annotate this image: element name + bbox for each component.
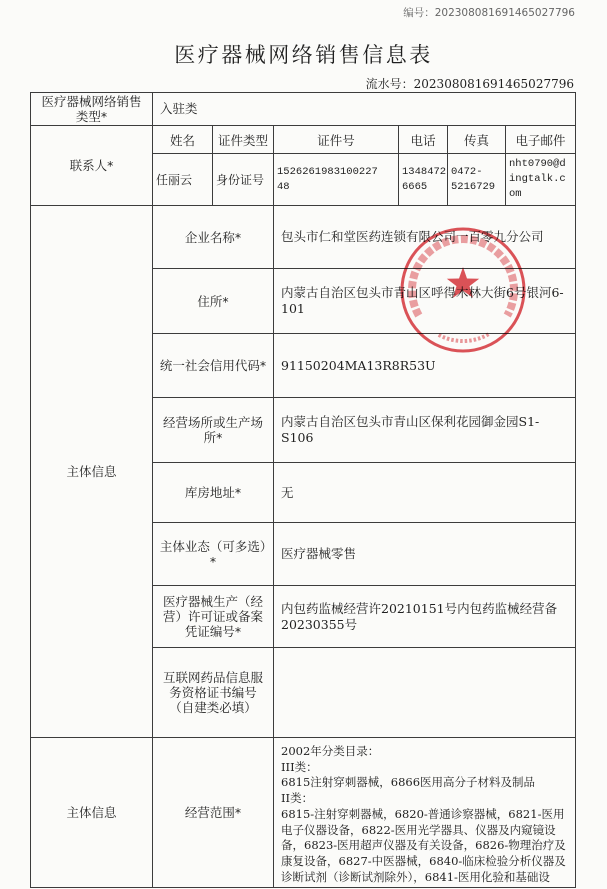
sales-type-label-cell bbox=[31, 93, 153, 126]
scope-line: 2002年分类目录： bbox=[281, 744, 380, 758]
business-scope-label-cell bbox=[153, 738, 274, 888]
residence-label: 住所* bbox=[197, 293, 229, 309]
business-premises-label-cell bbox=[153, 398, 274, 463]
business-format-value: 医疗器械零售 bbox=[274, 523, 576, 586]
sales-type-value: 入驻类 bbox=[153, 93, 576, 126]
license-number-label: 医疗器械生产（经营）许可证或备案凭证编号* bbox=[162, 594, 263, 639]
scope-line: 6815注射穿刺器械，6866医用高分子材料及制品 bbox=[281, 775, 536, 790]
business-format-label-cell bbox=[153, 523, 274, 586]
internet-certificate-value bbox=[274, 648, 576, 738]
sales-info-table bbox=[30, 92, 576, 888]
seal-star bbox=[447, 267, 479, 298]
business-scope-value-cell bbox=[274, 738, 576, 888]
row-contact-header bbox=[31, 126, 576, 154]
credit-code-label-cell bbox=[153, 334, 274, 398]
official-seal-icon bbox=[399, 226, 527, 354]
contact-id-type: 身份证号 bbox=[213, 154, 274, 206]
document-number bbox=[403, 5, 575, 20]
business-scope-text bbox=[281, 744, 571, 885]
contact-fax: 0472-​5216729 bbox=[451, 165, 496, 193]
serial-number-value: 202308081691465027796 bbox=[413, 77, 574, 91]
column-header-id-type: 证件类型 bbox=[213, 126, 274, 154]
column-header-phone: 电话 bbox=[399, 126, 448, 154]
entity-section-label: 主体信息 bbox=[31, 206, 153, 738]
company-name-label-cell bbox=[153, 206, 274, 269]
row-business-scope bbox=[31, 738, 576, 888]
contact-id-number: 152626198310022748 bbox=[277, 165, 378, 193]
internet-certificate-label-cell bbox=[153, 648, 274, 738]
page-title: 医疗器械网络销售信息表 bbox=[174, 43, 433, 67]
business-format-label: 主体业态（可多选）* bbox=[159, 539, 267, 569]
column-header-name: 姓名 bbox=[153, 126, 213, 154]
residence-value: 内蒙古自治区包头市青山区呼得木林大街6号银河6-101 bbox=[274, 269, 576, 334]
warehouse-value: 无 bbox=[274, 463, 576, 523]
document-number-value: 202308081691465027796 bbox=[434, 7, 575, 19]
scope-line: III类： bbox=[281, 759, 318, 774]
business-premises-value: 内蒙古自治区包头市青山区保利花园御金园S1-S106 bbox=[274, 398, 576, 463]
internet-certificate-label: 互联网药品信息服务资格证书编号（自建类必填） bbox=[162, 670, 263, 715]
serial-number bbox=[366, 75, 574, 92]
warehouse-label-cell bbox=[153, 463, 274, 523]
document-number-label: 编号： bbox=[403, 7, 435, 19]
license-number-value: 内包药监械经营许20210151号内包药监械经营备20230355号 bbox=[274, 586, 576, 648]
scope-line: II类： bbox=[281, 791, 314, 806]
credit-code-label: 统一社会信用代码* bbox=[159, 358, 267, 373]
credit-code-value: 91150204MA13R8R53U bbox=[274, 334, 576, 398]
contact-name: 任丽云 bbox=[153, 154, 213, 206]
scope-line: 6815-注射穿刺器械，6820-普通诊察器械，6821-医用电子仪器设备，6822-医用光学器具、仪器及内窥镜设备，6823-医用超声仪器及有关设备，6826-物理治疗及康复设备，6827-中医器械，6840-临床检验分析仪器及诊断试剂（诊断试剂除外），6841-医用化验和基础设 bbox=[281, 806, 566, 884]
contact-label: 联系人* bbox=[31, 126, 153, 206]
company-name-label: 企业名称* bbox=[184, 229, 242, 245]
contact-phone: 13484726665 bbox=[402, 165, 447, 193]
contact-email-cell bbox=[506, 154, 576, 206]
row-sales-type bbox=[31, 93, 576, 126]
serial-number-label: 流水号： bbox=[365, 77, 414, 91]
residence-label-cell bbox=[153, 269, 274, 334]
business-scope-label: 经营范围* bbox=[184, 805, 242, 820]
contact-fax-cell bbox=[448, 154, 506, 206]
company-name-value: 包头市仁和堂医药连锁有限公司一百零九分公司 bbox=[274, 206, 576, 269]
business-premises-label: 经营场所或生产场所* bbox=[162, 415, 263, 445]
contact-email: nht0790@dingtalk.com bbox=[509, 158, 566, 200]
warehouse-label: 库房地址* bbox=[184, 485, 242, 500]
scope-section-label: 主体信息 bbox=[31, 738, 153, 888]
seal-code-band bbox=[438, 334, 489, 341]
column-header-id-number: 证件号 bbox=[274, 126, 399, 154]
sales-type-label: 医疗器械网络销售类型* bbox=[41, 94, 142, 124]
column-header-email: 电子邮件 bbox=[506, 126, 576, 154]
contact-phone-cell bbox=[399, 154, 448, 206]
contact-id-number-cell bbox=[274, 154, 399, 206]
license-number-label-cell bbox=[153, 586, 274, 648]
column-header-fax: 传真 bbox=[448, 126, 506, 154]
